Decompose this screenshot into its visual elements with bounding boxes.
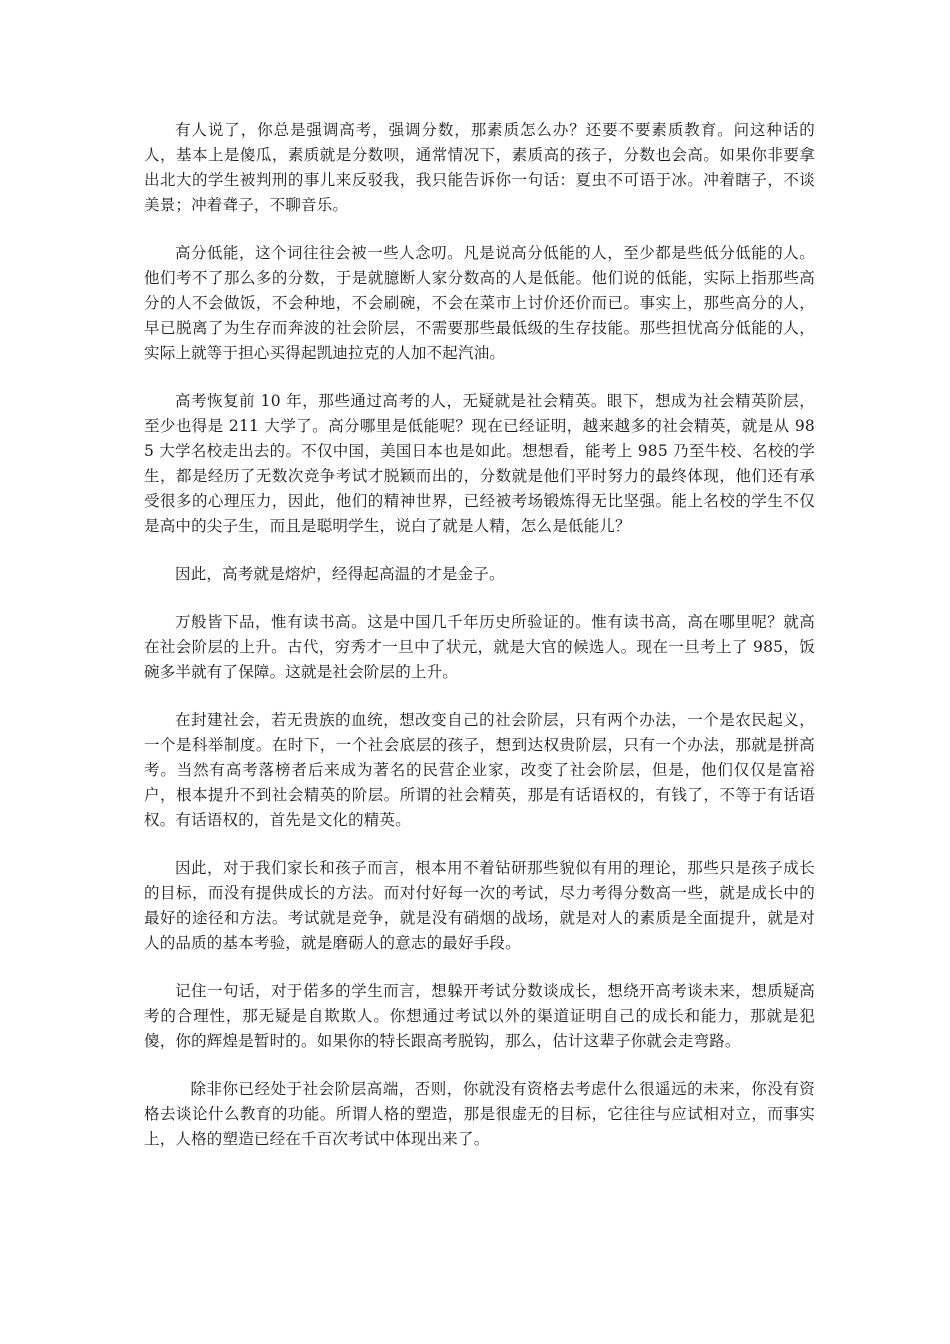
paragraph-2: 高分低能，这个词往往会被一些人念叨。凡是说高分低能的人，至少都是些低分低能的人。他们考不了那么多的分数，于是就臆断人家分数高的人是低能。他们说的低能，实际上指那些高分的人不会做饭，不会种地，不会刷碗，不会在菜市上讨价还价而已。事实上，那些高分的人，早已脱离了为生存而奔波的社会阶层，不需要那些最低级的生存技能。那些担忧高分低能的人，实际上就等于担心买得起凯迪拉克的人加不起汽油。 xyxy=(144,244,815,362)
paragraph-4: 因此，高考就是熔炉，经得起高温的才是金子。 xyxy=(175,565,505,583)
paragraph-3: 高考恢复前 10 年，那些通过高考的人，无疑就是社会精英。眼下，想成为社会精英阶层，至少也得是 211 大学了。高分哪里是低能呢？现在已经证明，越来越多的社会精英，就是从 985 大学名校走出去的。不仅中国，美国日本也是如此。想想看，能考上 985 乃至牛校、名校的学生，都是经历了无数次竞争考试才脱颖而出的，分数就是他们平时努力的最终体现，他们还有承受很多的心理压力，因此，他们的精神世界，已经被考场锻炼得无比坚强。能上名校的学生不仅是高中的尖子生，而且是聪明学生，说白了就是人精，怎么是低能儿？ xyxy=(144,392,815,535)
paragraph-9: 除非你已经处于社会阶层高端，否则，你就没有资格去考虑什么很遥远的未来，你没有资格去谈论什么教育的功能。所谓人格的塑造，那是很虚无的目标，它往往与应试相对立，而事实上，人格的塑造已经在千百次考试中体现出来了。 xyxy=(144,1080,815,1148)
document-body xyxy=(144,118,815,1175)
paragraph-8: 记住一句话，对于偌多的学生而言，想躲开考试分数谈成长，想绕开高考谈未来，想质疑高考的合理性，那无疑是自欺欺人。你想通过考试以外的渠道证明自己的成长和能力，那就是犯傻，你的辉煌是暂时的。如果你的特长跟高考脱钩，那么，估计这辈子你就会走弯路。 xyxy=(144,982,815,1050)
paragraph-1: 有人说了，你总是强调高考，强调分数，那素质怎么办？还要不要素质教育。问这种话的人，基本上是傻瓜，素质就是分数呗，通常情况下，素质高的孩子，分数也会高。如果你非要拿出北大的学生被判刑的事儿来反驳我，我只能告诉你一句话：夏虫不可语于冰。冲着瞎子，不谈美景；冲着聋子，不聊音乐。 xyxy=(144,121,815,214)
paragraph-5: 万般皆下品，惟有读书高。这是中国几千年历史所验证的。惟有读书高，高在哪里呢？就高在社会阶层的上升。古代，穷秀才一旦中了状元，就是大官的候选人。现在一旦考上了 985，饭碗多半就有了保障。这就是社会阶层的上升。 xyxy=(144,613,815,681)
paragraph-7: 因此，对于我们家长和孩子而言，根本用不着钻研那些貌似有用的理论，那些只是孩子成长的目标，而没有提供成长的方法。而对付好每一次的考试，尽力考得分数高一些，就是成长中的最好的途径和方法。考试就是竞争，就是没有硝烟的战场，就是对人的素质是全面提升，就是对人的品质的基本考验，就是磨砺人的意志的最好手段。 xyxy=(144,859,815,952)
paragraph-6: 在封建社会，若无贵族的血统，想改变自己的社会阶层，只有两个办法，一个是农民起义，一个是科举制度。在时下，一个社会底层的孩子，想到达权贵阶层，只有一个办法，那就是拼高考。当然有高考落榜者后来成为著名的民营企业家，改变了社会阶层，但是，他们仅仅是富裕户，根本提升不到社会精英的阶层。所谓的社会精英，那是有话语权的，有钱了，不等于有话语权。有话语权的，首先是文化的精英。 xyxy=(144,711,815,829)
